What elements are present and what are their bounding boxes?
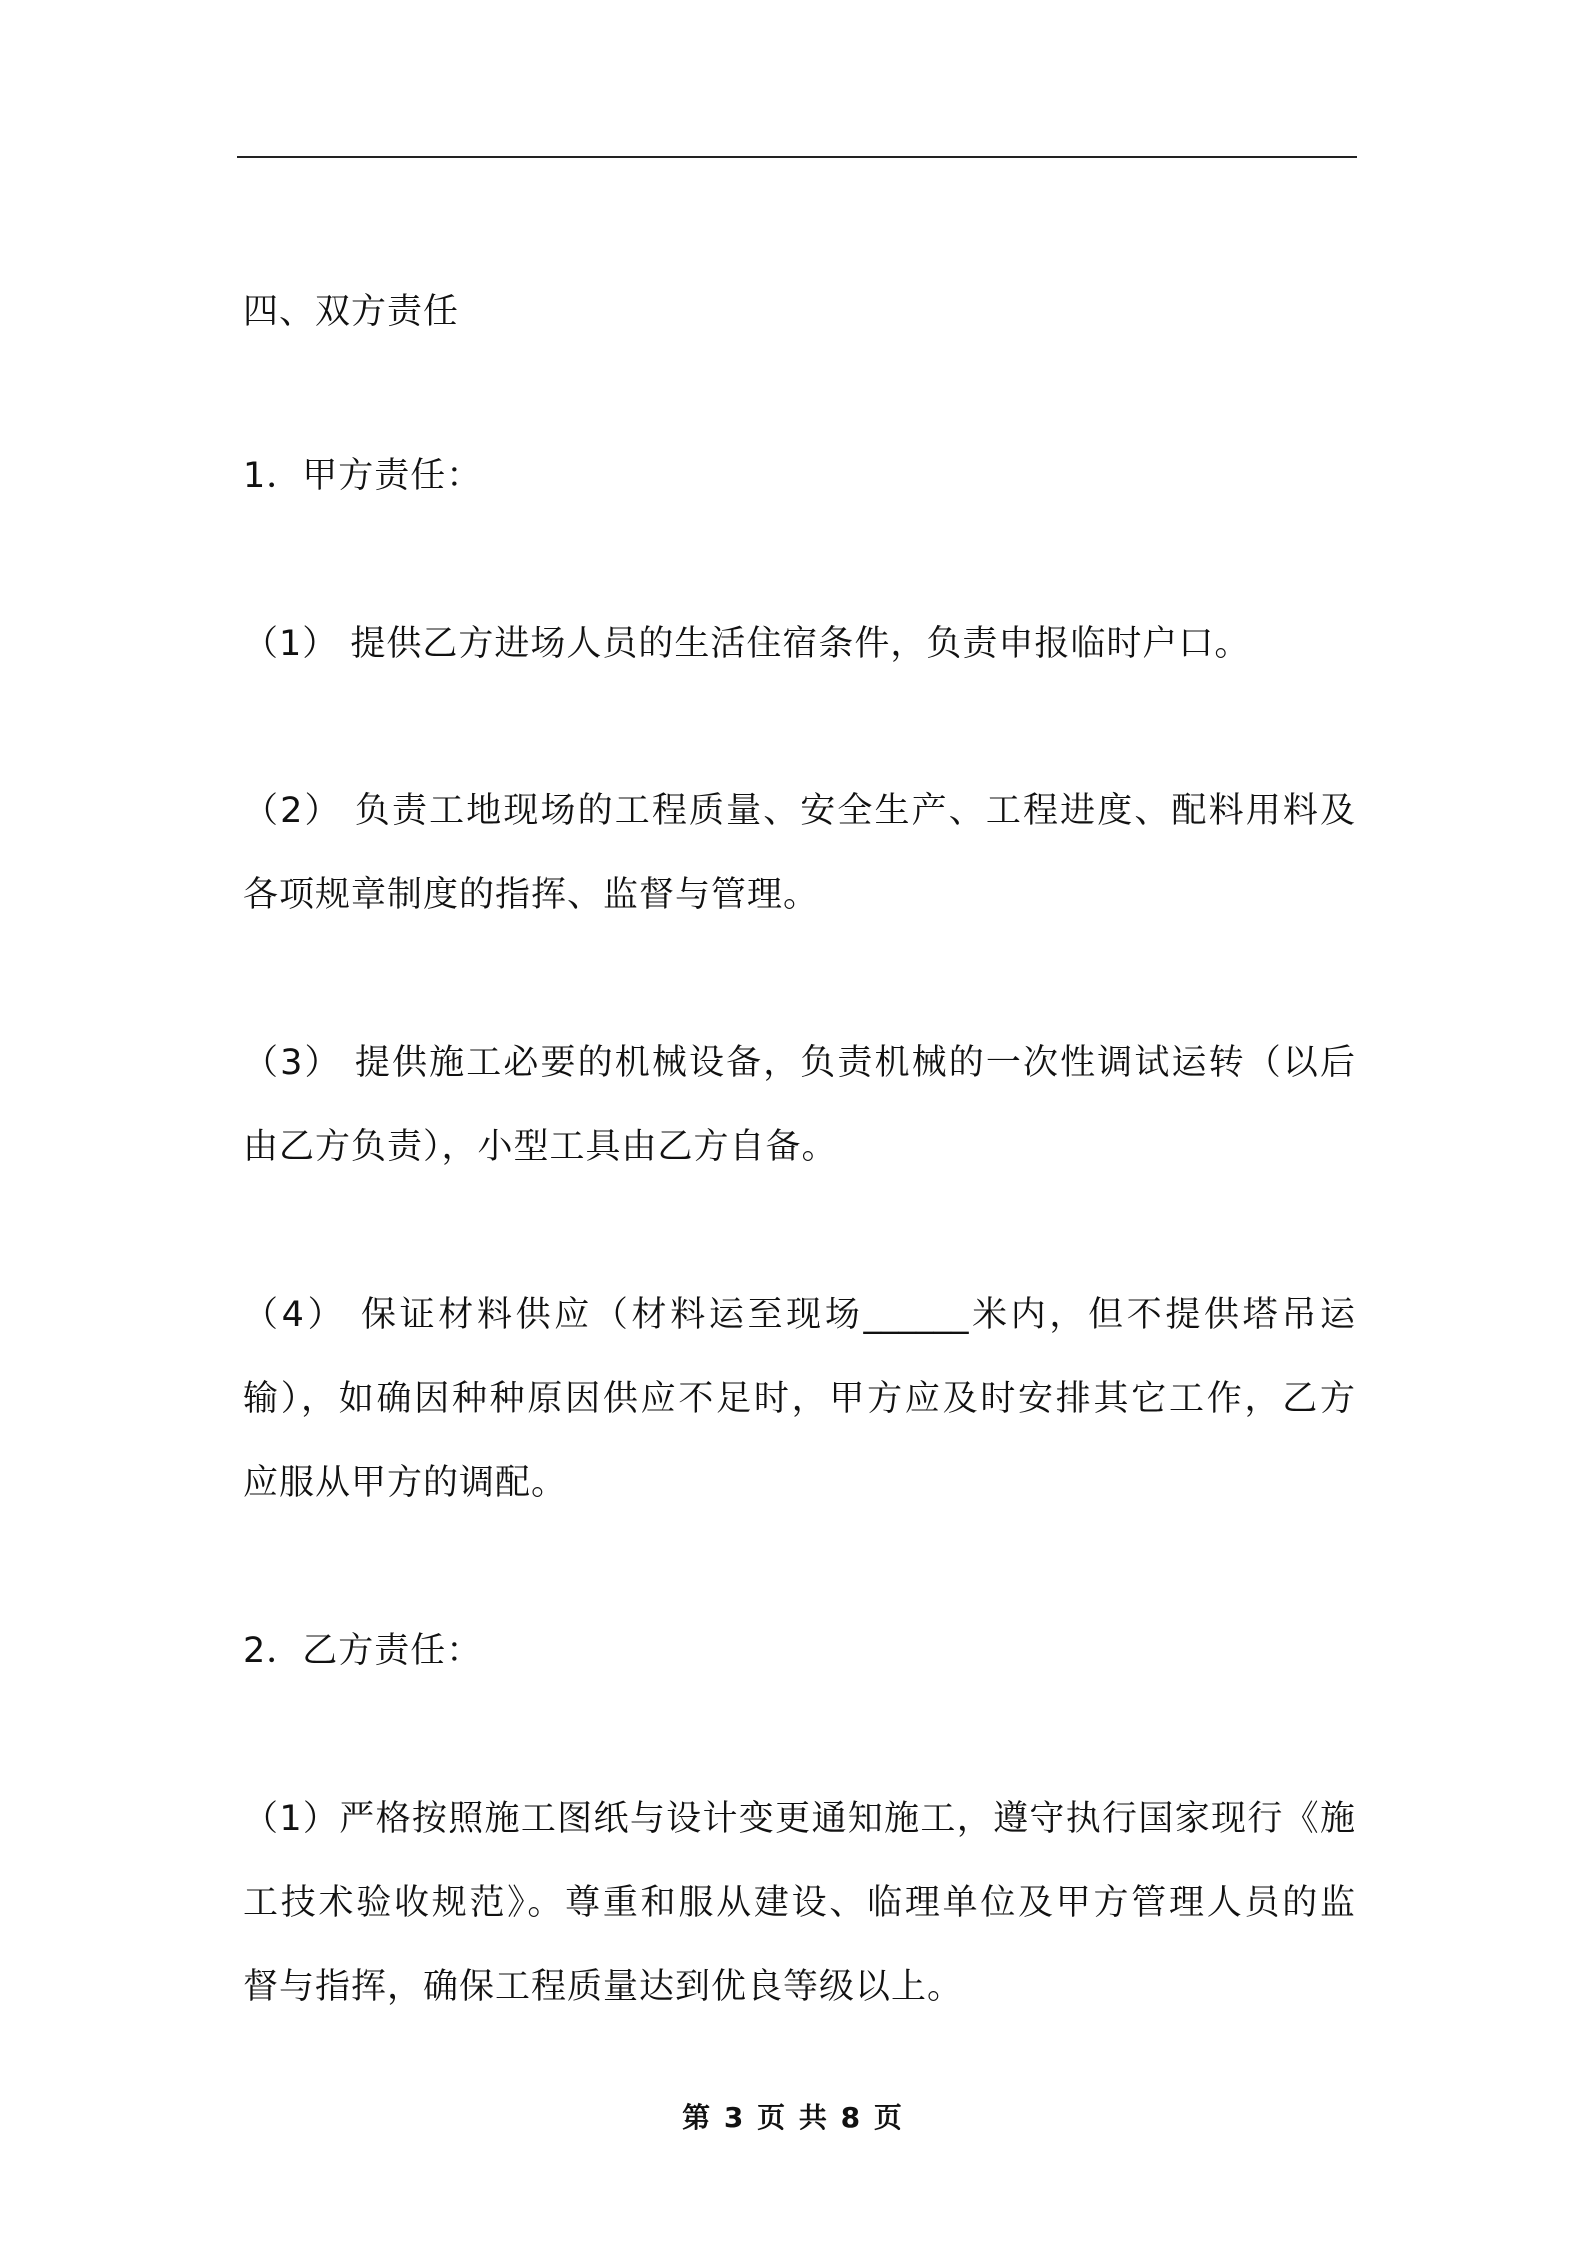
page-number-footer: 第 3 页 共 8 页 bbox=[682, 2101, 904, 2134]
party-a-item-4-line-3: 应服从甲方的调配。 bbox=[243, 1463, 568, 1503]
section-heading: 四、双方责任 bbox=[243, 292, 460, 332]
party-a-item-4-line-1: （4） 保证材料供应（材料运至现场______米内，但不提供塔吊运 bbox=[243, 1295, 1355, 1335]
party-a-item-4-line-2: 输），如确因种种原因供应不足时，甲方应及时安排其它工作，乙方 bbox=[243, 1379, 1355, 1419]
party-a-item-2-line-2: 各项规章制度的指挥、监督与管理。 bbox=[243, 875, 820, 915]
party-b-heading: 2．乙方责任： bbox=[243, 1631, 483, 1671]
party-a-item-3-line-2: 由乙方负责），小型工具由乙方自备。 bbox=[243, 1127, 838, 1167]
party-a-item-3-line-1: （3） 提供施工必要的机械设备，负责机械的一次性调试运转（以后 bbox=[243, 1043, 1355, 1083]
party-b-item-1-line-2: 工技术验收规范》。尊重和服从建设、临理单位及甲方管理人员的监 bbox=[243, 1883, 1355, 1923]
party-a-item-2-line-1: （2） 负责工地现场的工程质量、安全生产、工程进度、配料用料及 bbox=[243, 791, 1355, 831]
header-divider bbox=[237, 156, 1357, 158]
party-b-item-1-line-1: （1）严格按照施工图纸与设计变更通知施工，遵守执行国家现行《施 bbox=[243, 1799, 1355, 1839]
party-a-item-1-line-1: （1） 提供乙方进场人员的生活住宿条件，负责申报临时户口。 bbox=[243, 624, 1251, 664]
party-b-item-1-line-3: 督与指挥，确保工程质量达到优良等级以上。 bbox=[243, 1967, 964, 2007]
party-a-heading: 1．甲方责任： bbox=[243, 456, 483, 496]
